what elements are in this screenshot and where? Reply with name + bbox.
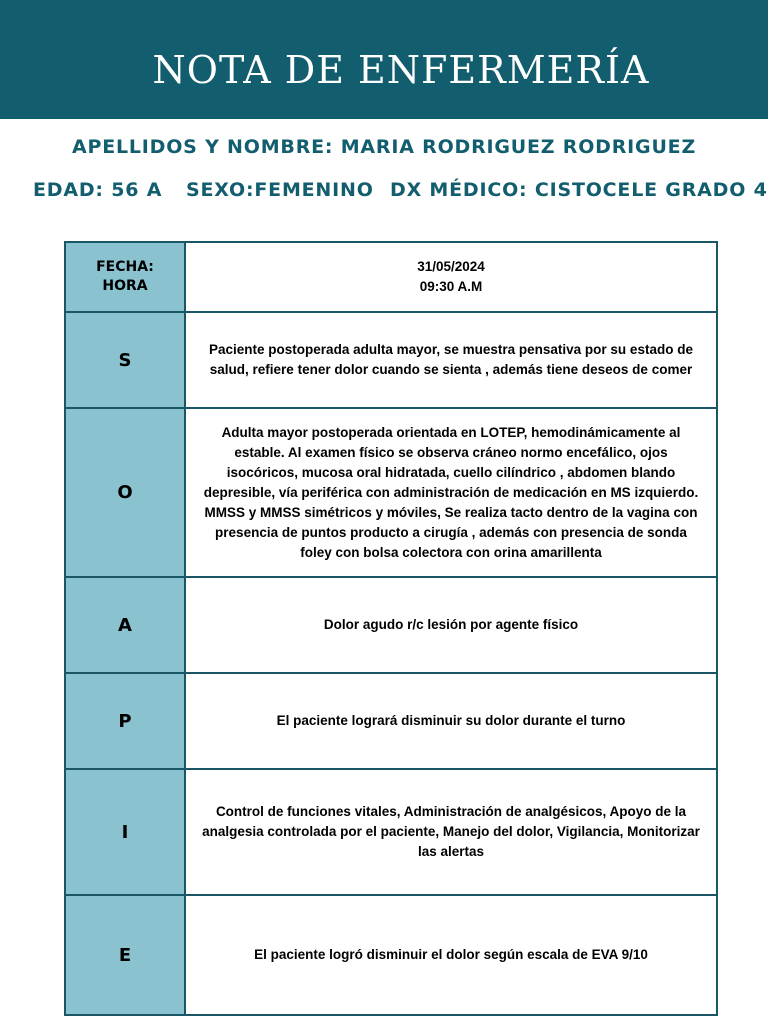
soap-label-a: A xyxy=(65,577,185,673)
table-row-date xyxy=(65,242,717,312)
soap-label-e: E xyxy=(65,895,185,1015)
patient-diagnosis: DX MÉDICO: CISTOCELE GRADO 4 xyxy=(390,179,768,201)
patient-age: EDAD: 56 A xyxy=(33,179,163,201)
patient-sex: SEXO:FEMENINO xyxy=(186,179,374,201)
table-row-e xyxy=(65,895,717,1015)
table-row-a xyxy=(65,577,717,673)
soap-label-p: P xyxy=(65,673,185,769)
table-row-i xyxy=(65,769,717,895)
date-label-cell xyxy=(65,242,185,312)
soap-text-a: Dolor agudo r/c lesión por agente físico xyxy=(185,577,717,673)
soap-text-o: Adulta mayor postoperada orientada en LOTEP, hemodinámicamente al estable. Al examen físico se observa cráneo normo encefálico, ojos isocóricos, mucosa oral hidratada, cuello cilíndrico , abdomen blando depresible, vía periférica con administración de medicación en MS izquierdo. MMSS y MMSS simétricos y móviles, Se realiza tacto dentro de la vagina con presencia de puntos producto a cirugía , además con presencia de sonda foley con bolsa colectora con orina amarillenta xyxy=(185,408,717,577)
soap-text-e: El paciente logró disminuir el dolor según escala de EVA 9/10 xyxy=(185,895,717,1015)
soap-label-s: S xyxy=(65,312,185,408)
date-label-fecha: FECHA: xyxy=(96,259,154,275)
soap-text-i: Control de funciones vitales, Administración de analgésicos, Apoyo de la analgesia controlada por el paciente, Manejo del dolor, Vigilancia, Monitorizar las alertas xyxy=(185,769,717,895)
table-row-s xyxy=(65,312,717,408)
time-value: 09:30 A.M xyxy=(419,279,483,294)
date-value: 31/05/2024 xyxy=(417,259,485,274)
soap-label-o: O xyxy=(65,408,185,577)
soap-label-i: I xyxy=(65,769,185,895)
soap-text-s: Paciente postoperada adulta mayor, se muestra pensativa por su estado de salud, refiere tener dolor cuando se sienta , además tiene deseos de comer xyxy=(185,312,717,408)
date-label-hora: HORA xyxy=(102,278,148,294)
table-row-o xyxy=(65,408,717,577)
table-row-p xyxy=(65,673,717,769)
soap-text-p: El paciente logrará disminuir su dolor durante el turno xyxy=(185,673,717,769)
patient-name: APELLIDOS Y NOMBRE: MARIA RODRIGUEZ RODRIGUEZ xyxy=(71,136,697,158)
soap-table xyxy=(64,241,718,1016)
page-title: NOTA DE ENFERMERÍA xyxy=(152,48,650,92)
date-value-cell xyxy=(185,242,717,312)
header-banner xyxy=(0,0,768,119)
